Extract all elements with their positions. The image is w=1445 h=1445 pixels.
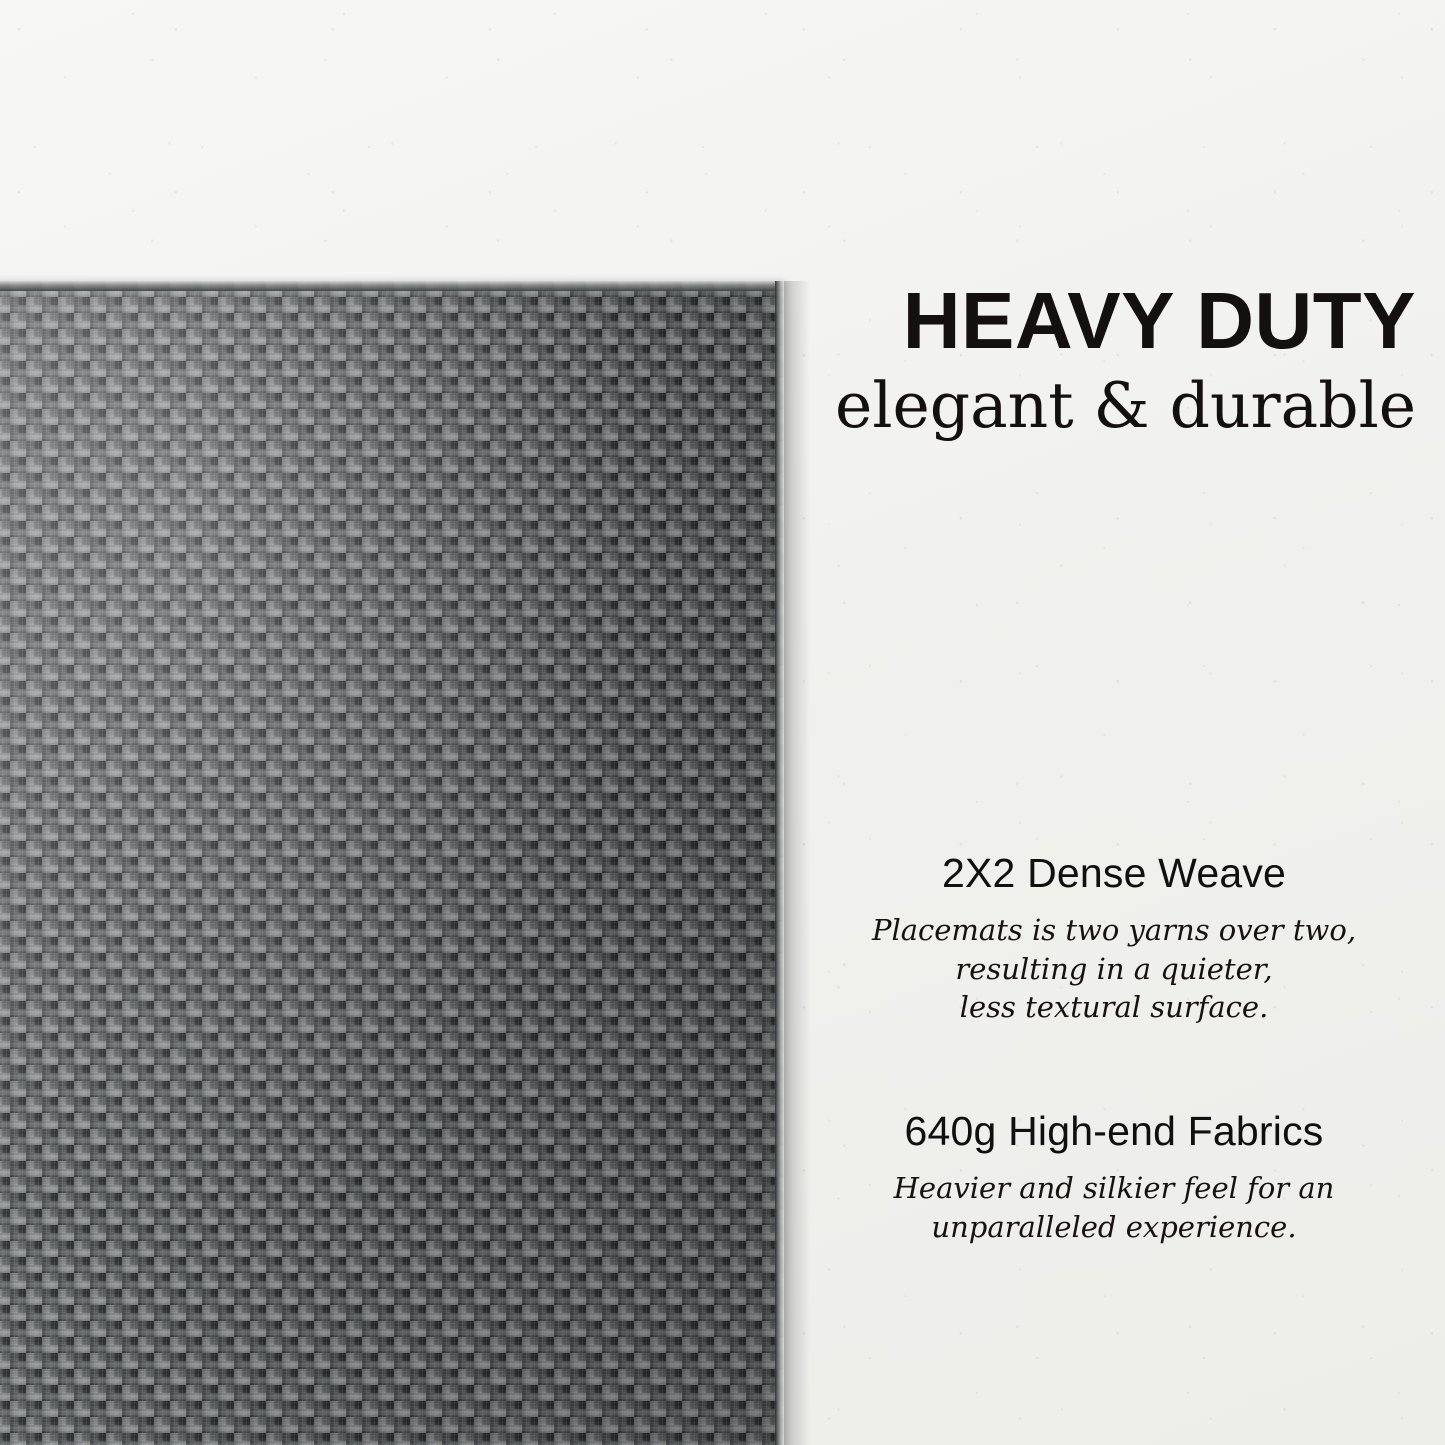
feature-title: 2X2 Dense Weave (941, 850, 1287, 896)
placemat-photo (0, 281, 784, 1445)
feature-item-high-end-fabrics (812, 1108, 1416, 1246)
placemat-right-edge (775, 281, 784, 1445)
text-column (812, 0, 1445, 1445)
feature-title: 640g High-end Fabrics (904, 1108, 1324, 1154)
feature-description: Placemats is two yarns over two, resulting in a quieter, less textural surface. (871, 913, 1357, 1025)
headline-title: HEAVY DUTY (902, 276, 1416, 365)
weave-lighting-overlay (0, 281, 784, 1445)
headline-block (812, 276, 1416, 442)
feature-item-dense-weave (812, 850, 1416, 1027)
placemat-top-edge (0, 281, 784, 291)
feature-description: Heavier and silkier feel for an unparalleled experience. (893, 1171, 1335, 1244)
headline-subtitle: elegant & durable (835, 369, 1416, 442)
